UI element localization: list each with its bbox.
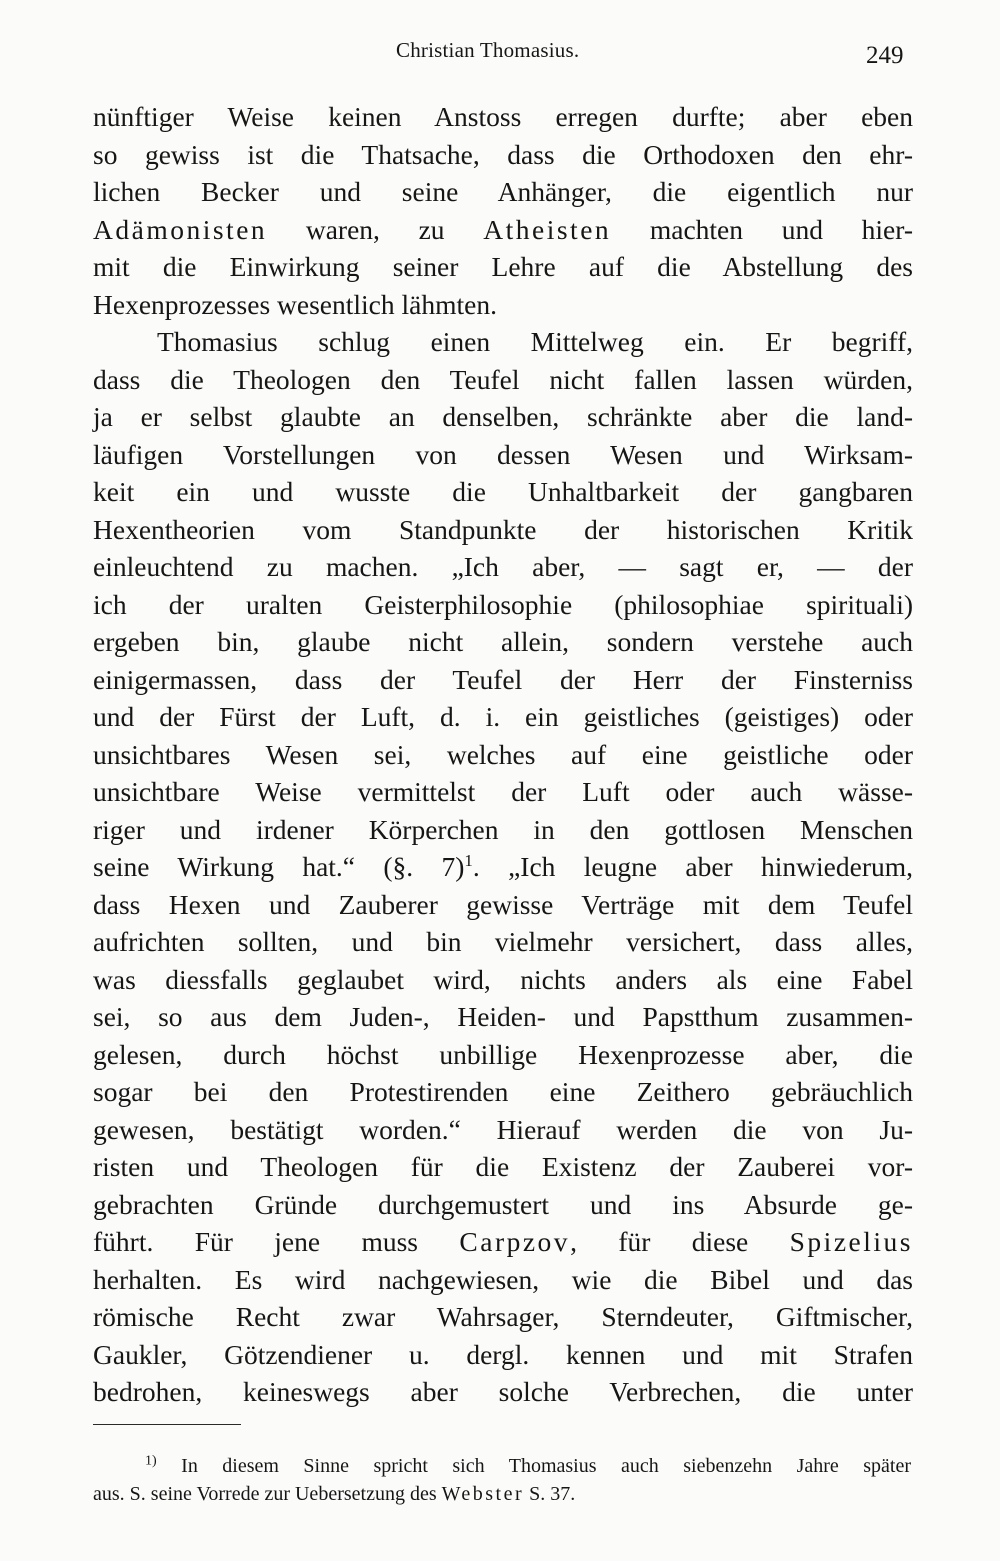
emphasized-term: Atheisten [483,213,612,245]
text-line: nünftiger Weise keinen Anstoss erregen durfte; aber eben [93,101,913,132]
text-line: sei, so aus dem Juden-, Heiden- und Papstthum zusammen- [93,1001,913,1032]
page-number: 249 [866,42,904,69]
text-line: gewesen, bestätigt worden.“ Hierauf werden die von Ju- [93,1113,913,1145]
text-line: ja er selbst glaubte an denselben, schränkte aber die land- [93,401,913,432]
text-line: Gaukler, Götzendiener u. dergl. kennen und mit Strafen [93,1338,913,1370]
running-title: Christian Thomasius. [396,38,580,62]
page-header [0,36,1000,70]
footnote-divider [93,1424,241,1425]
text-line: gelesen, durch höchst unbillige Hexenprozesse aber, die [93,1038,913,1070]
text-line: risten und Theologen für die Existenz der Zauberei vor- [93,1151,913,1182]
text-line: einleuchtend zu machen. „Ich aber, — sagt er, — der [93,551,913,582]
text-line: führt. Für jene muss Carpzov, für diese Spizelius [93,1226,913,1257]
text-line: ich der uralten Geisterphilosophie (philosophiae spirituali) [93,588,913,620]
text-line: läufigen Vorstellungen von dessen Wesen und Wirksam- [93,438,913,470]
text-line: dass die Theologen den Teufel nicht fallen lassen würden, [93,363,913,395]
text-line: einigermassen, dass der Teufel der Herr der Finsterniss [93,663,913,695]
text-line: aufrichten sollten, und bin vielmehr versichert, dass alles, [93,926,913,957]
text-line: Hexentheorien vom Standpunkte der historischen Kritik [93,513,913,545]
text-line: unsichtbare Weise vermittelst der Luft oder auch wässe- [93,776,913,807]
footnote-marker: 1) [145,1453,157,1469]
text-line: ergeben bin, glaube nicht allein, sondern verstehe auch [93,626,913,657]
footnote-line: $^{1)}$ In diesem Sinne spricht sich Thomasius auch siebenzehn Jahre später [145,1453,911,1477]
text-line: dass Hexen und Zauberer gewisse Verträge mit dem Teufel [93,888,913,920]
text-line: riger und irdener Körperchen in den gottlosen Menschen [93,813,913,845]
text-line: herhalten. Es wird nachgewiesen, wie die Bibel und das [93,1263,913,1295]
footnote-line: aus. S. seine Vorrede zur Uebersetzung des Webster S. 37. [93,1483,576,1505]
text-line: gebrachten Gründe durchgemustert und ins Absurde ge- [93,1188,913,1220]
text-line: keit ein und wusste die Unhaltbarkeit der gangbaren [93,476,913,507]
text-line: seine Wirkung hat.“ (§. 7)$^1$. „Ich leugne aber hinwiederum, [93,850,914,882]
text-line: Hexenprozesses wesentlich lähmten. [93,288,497,320]
emphasized-name: Webster [441,1483,525,1505]
text-line: römische Recht zwar Wahrsager, Sterndeuter, Giftmischer, [93,1301,913,1332]
emphasized-term: Adämonisten [93,213,268,245]
emphasized-name: Carpzov [459,1226,571,1257]
text-line: lichen Becker und seine Anhänger, die eigentlich nur [93,176,913,207]
text-line: so gewiss ist die Thatsache, dass die Orthodoxen den ehr- [93,138,913,170]
footnote [93,1452,911,1508]
text-line: sogar bei den Protestirenden eine Zeithero gebräuchlich [93,1076,913,1107]
text-line: bedrohen, keineswegs aber solche Verbrechen, die unter [93,1376,913,1407]
footnote-reference: 1 [464,850,473,870]
text-line: was diessfalls geglaubet wird, nichts anders als eine Fabel [93,963,913,995]
text-line: mit die Einwirkung seiner Lehre auf die Abstellung des [93,251,913,282]
main-text [93,98,913,1411]
text-line: Adämonisten waren, zu Atheisten machten und hier- [93,213,913,245]
text-line: und der Fürst der Luft, d. i. ein geistliches (geistiges) oder [93,701,913,732]
text-line: unsichtbares Wesen sei, welches auf eine geistliche oder [93,738,913,770]
emphasized-name: Spizelius [789,1226,913,1257]
text-line: Thomasius schlug einen Mittelweg ein. Er begriff, [157,326,913,357]
